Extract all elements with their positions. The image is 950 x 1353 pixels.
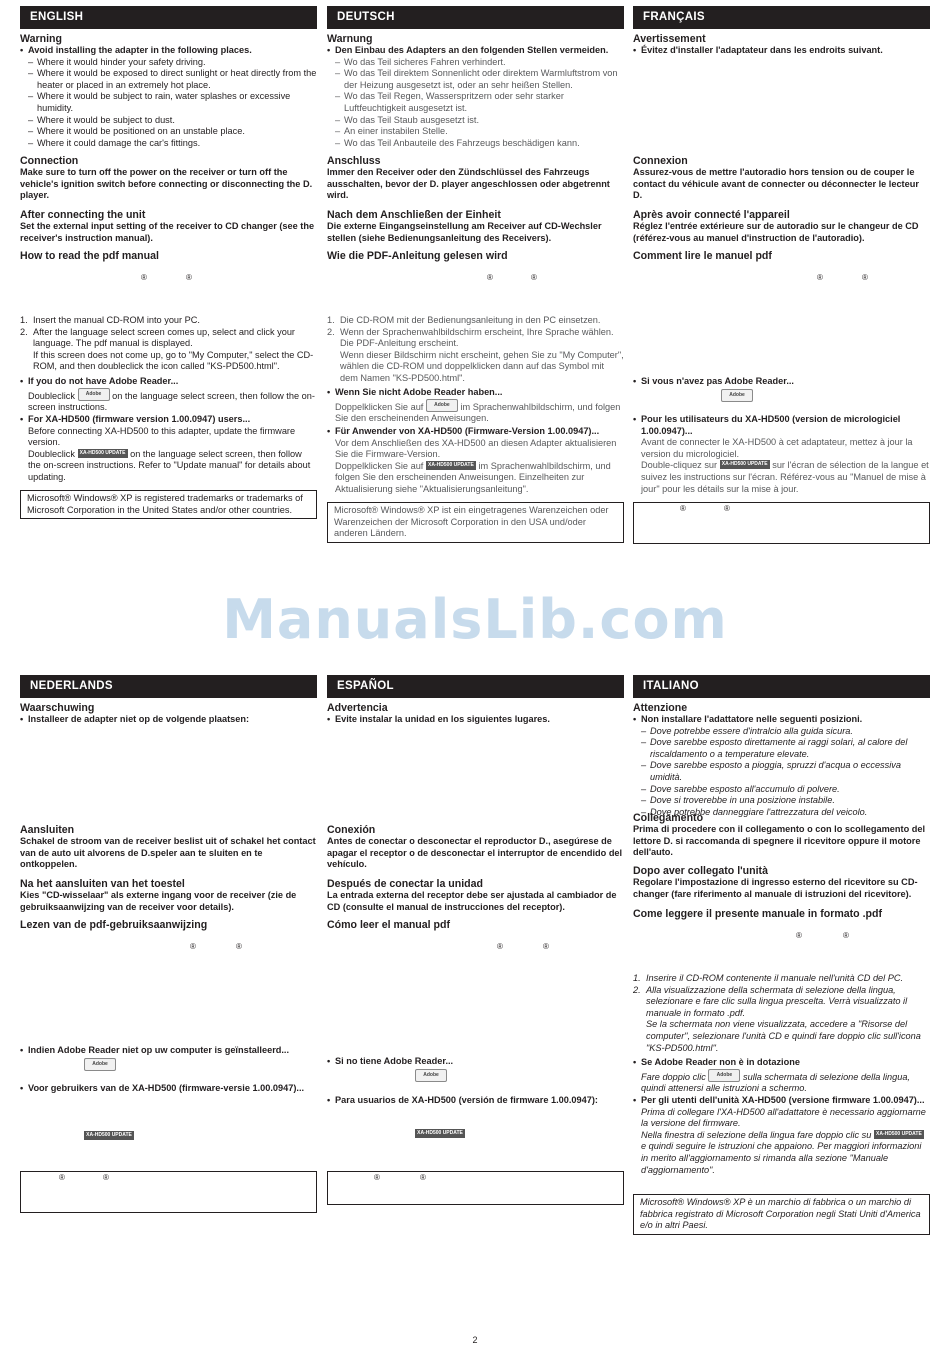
warning-item: – Where it would be subject to rain, water splashes or excessive humidity.	[20, 91, 317, 114]
warning-lead: • Non installare l'adattatore nelle seguenti posizioni.	[633, 714, 930, 726]
after-text: Regolare l'impostazione di ingresso esterno del ricevitore su CD-changer (fare riferimento al manuale di istruzioni del ricevitore).	[633, 877, 918, 899]
steps-english	[20, 315, 317, 373]
firmware-section-english	[20, 414, 317, 484]
after-section-deutsch	[327, 209, 624, 244]
warning-section-deutsch	[327, 33, 624, 149]
after-title: After connecting the unit	[20, 209, 146, 221]
after-title: Dopo aver collegato l'unità	[633, 865, 768, 877]
connection-text: Schakel de stroom van de receiver beslist uit of schakel het contact van de auto uit alvorens de D.speler aan te sluiten en te ontkoppelen.	[20, 836, 316, 870]
registered-mark: ®	[843, 931, 849, 940]
language-header-espanol: ESPAÑOL	[327, 675, 624, 698]
registered-mark: ®	[236, 942, 242, 951]
firmware-section-italiano	[633, 1095, 930, 1176]
connection-section-francais	[633, 155, 930, 202]
connection-section-nederlands	[20, 824, 317, 871]
registered-mark: ®	[796, 931, 802, 940]
warning-item: – Wo das Teil Staub ausgesetzt ist.	[327, 115, 624, 127]
registered-mark: ®	[374, 1173, 380, 1182]
adobe-reader-icon[interactable]: Adobe	[84, 1058, 116, 1071]
registered-mark: ®	[59, 1173, 65, 1182]
noreader-section-italiano	[633, 1057, 930, 1095]
firmware-steps: Double-cliquez sur XA-HD500 UPDATE sur l'écran de sélection de la langue et suivez les instructions sur l'écran. Référez-vous au "Manuel de mise à jour" pour les détails sur la mise à jour.	[641, 460, 929, 494]
firmware-section-deutsch	[327, 426, 624, 496]
connection-text: Immer den Receiver oder den Zündschlüssel des Fahrzeugs ausschalten, bevor der D. player angeschlossen oder abgetrennt wird.	[327, 167, 610, 201]
registered-mark: ®	[817, 273, 823, 282]
update-icon[interactable]: XA-HD500 UPDATE	[415, 1129, 465, 1138]
connection-title: Conexión	[327, 824, 376, 836]
registered-mark: ®	[543, 942, 549, 951]
update-icon[interactable]: XA-HD500 UPDATE	[84, 1131, 134, 1140]
warning-item: – Wo das Teil sicheres Fahren verhindert.	[327, 57, 624, 69]
warning-section-espanol	[327, 702, 624, 726]
after-text: Set the external input setting of the receiver to CD changer (see the receiver's instruction manual).	[20, 221, 315, 243]
step-item: 1. Inserire il CD-ROM contenente il manuale nell'unità CD del PC.	[633, 973, 904, 983]
registered-mark: ®	[497, 942, 503, 951]
connection-section-italiano	[633, 812, 930, 859]
howto-title: Wie die PDF-Anleitung gelesen wird	[327, 250, 508, 262]
noreader-text: Doppelklicken Sie auf Adobe im Sprachenwahlbildschirm, und folgen Sie den erscheinenden Anweisungen.	[327, 399, 624, 425]
warning-title: Waarschuwing	[20, 702, 95, 714]
after-section-espanol	[327, 878, 624, 913]
firmware-steps: Doubleclick XA-HD500 UPDATE on the language select screen, then follow the on-screen instructions. Refer to "Update manual" for details about updating.	[28, 448, 311, 482]
howto-section-english	[20, 250, 317, 262]
firmware-text: Prima di collegare l'XA-HD500 all'adattatore è necessario aggiornarne la versione del firmware.	[641, 1106, 926, 1129]
trademark-box-italiano: Microsoft® Windows® XP è un marchio di fabbrica o un marchio di fabbrica registrato di Microsoft Corporation negli Stati Uniti d'America e/o in altri Paesi.	[633, 1194, 930, 1235]
firmware-title: • Per gli utenti dell'unità XA-HD500 (versione firmware 1.00.0947)...	[633, 1095, 930, 1107]
warning-item: – Where it would hinder your safety driving.	[20, 57, 317, 69]
howto-section-nederlands	[20, 919, 317, 931]
warning-lead: • Avoid installing the adapter in the following places.	[20, 45, 317, 57]
noreader-text: Fare doppio clic Adobe sulla schermata di selezione della lingua, quindi attenersi alle istruzioni a schermo.	[633, 1069, 930, 1095]
noreader-title: • Se Adobe Reader non è in dotazione	[633, 1057, 930, 1069]
warning-section-nederlands	[20, 702, 317, 726]
step-item: 1. Insert the manual CD-ROM into your PC.	[20, 315, 200, 325]
warning-section-italiano	[633, 702, 930, 818]
noreader-title: • If you do not have Adobe Reader...	[20, 376, 317, 388]
howto-title: Lezen van de pdf-gebruiksaanwijzing	[20, 919, 208, 931]
adobe-reader-icon[interactable]: Adobe	[415, 1069, 447, 1082]
adobe-reader-icon[interactable]: Adobe	[721, 389, 753, 402]
language-header-italiano: ITALIANO	[633, 675, 930, 698]
firmware-steps: Doppelklicken Sie auf XA-HD500 UPDATE im Sprachenwahlbildschirm, und folgen Sie den erscheinenden Anweisungen. Einzelheiten zur Aktualisierung siehe "Aktualisierungsanleitung".	[335, 460, 611, 494]
trademark-box-espanol	[327, 1171, 624, 1205]
registered-mark: ®	[680, 504, 686, 513]
steps-italiano	[633, 973, 930, 1054]
warning-item: – Wo das Teil direktem Sonnenlicht oder direktem Warmluftstrom von der Heizung ausgesetzt ist, oder an sehr heißen Stellen.	[327, 68, 624, 91]
noreader-title: • Wenn Sie nicht Adobe Reader haben...	[327, 387, 624, 399]
adobe-reader-icon[interactable]: Adobe	[78, 388, 110, 401]
step-note: Se la schermata non viene visualizzata, accedere a "Risorse del computer", selezionare l'unità CD e quindi fare doppio clic sull'icona "KS-PD500.html".	[646, 1019, 921, 1053]
warning-item: – Where it could damage the car's fittings.	[20, 138, 317, 150]
warning-item: – Where it would be exposed to direct sunlight or heat directly from the heater or placed in an extremely hot place.	[20, 68, 317, 91]
noreader-section-english	[20, 376, 317, 414]
noreader-section-francais	[633, 376, 930, 388]
after-title: Nach dem Anschließen der Einheit	[327, 209, 501, 221]
step-item: 2. After the language select screen comes up, select and click your language. The pdf manual is displayed.	[20, 326, 295, 349]
registered-mark: ®	[141, 273, 147, 282]
warning-item: – Where it would be subject to dust.	[20, 115, 317, 127]
after-section-nederlands	[20, 878, 317, 913]
after-section-english	[20, 209, 317, 244]
connection-text: Prima di procedere con il collegamento o con lo scollegamento del lettore D. si raccomanda di spegnere il ricevitore oppure il motore dell'auto.	[633, 824, 926, 858]
registered-mark: ®	[724, 504, 730, 513]
firmware-text: Vor dem Anschließen des XA-HD500 an diesen Adapter aktualisieren Sie die Firmware-Version.	[335, 437, 617, 460]
warning-item: – Where it would be positioned on an unstable place.	[20, 126, 317, 138]
howto-section-deutsch	[327, 250, 624, 262]
registered-mark: ®	[103, 1173, 109, 1182]
connection-title: Connexion	[633, 155, 688, 167]
firmware-section-francais	[633, 414, 930, 495]
step-item: 2. Alla visualizzazione della schermata di selezione della lingua, selezionare e fare clic sulla lingua prescelta. Verrà visualizzato il manuale in formato .pdf.	[633, 984, 908, 1018]
adobe-reader-icon[interactable]: Adobe	[426, 399, 458, 412]
registered-mark: ®	[487, 273, 493, 282]
howto-section-francais	[633, 250, 930, 262]
warning-title: Warning	[20, 33, 62, 45]
noreader-text: Doubleclick Adobe on the language select screen, then follow the on-screen instructions.	[20, 388, 317, 414]
after-text: La entrada externa del receptor debe ser ajustada al cambiador de CD (consulte el manual de instrucciones del receptor).	[327, 890, 617, 912]
warning-section-francais	[633, 33, 930, 57]
after-text: Réglez l'entrée extérieure sur de autoradio sur le changeur de CD (référez-vous au manuel d'instruction de l'autoradio).	[633, 221, 919, 243]
language-header-nederlands: NEDERLANDS	[20, 675, 317, 698]
adobe-reader-icon[interactable]: Adobe	[708, 1069, 740, 1082]
warning-lead: • Évitez d'installer l'adaptateur dans les endroits suivant.	[633, 45, 930, 57]
trademark-box-nederlands	[20, 1171, 317, 1213]
steps-deutsch	[327, 315, 624, 385]
firmware-steps: Nella finestra di selezione della lingua fare doppio clic su XA-HD500 UPDATE e quindi seguire le istruzioni che appaiono. Per maggiori informazioni in merito all'aggiornamento si rimanda alla sezione "Manuale d'aggiornamento".	[633, 1130, 930, 1176]
firmware-title: • Für Anwender von XA-HD500 (Firmware-Version 1.00.0947)...	[327, 426, 624, 438]
warning-item: – Wo das Teil Regen, Wasserspritzern oder sehr starker Luftfeuchtigkeit ausgesetzt ist.	[327, 91, 624, 114]
connection-section-english	[20, 155, 317, 202]
watermark: ManualsLib.com	[222, 588, 728, 651]
connection-title: Aansluiten	[20, 824, 75, 836]
registered-mark: ®	[531, 273, 537, 282]
firmware-title: • Voor gebruikers van de XA-HD500 (firmware-versie 1.00.0947)...	[20, 1083, 317, 1095]
firmware-section-espanol	[327, 1095, 624, 1107]
firmware-title: • Para usuarios de XA-HD500 (versión de firmware 1.00.0947):	[327, 1095, 624, 1107]
after-section-francais	[633, 209, 930, 244]
warning-item: – Dove potrebbe danneggiare l'attrezzatura del veicolo.	[633, 807, 930, 819]
column-deutsch	[327, 6, 624, 546]
howto-section-espanol	[327, 919, 624, 931]
column-english	[20, 6, 317, 526]
connection-text: Antes de conectar o desconectar el reproductor D., asegúrese de apagar el receptor o de desconectar el interruptor de encendido del vehículo.	[327, 836, 623, 870]
firmware-text: Before connecting XA-HD500 to this adapter, update the firmware version.	[28, 425, 296, 448]
firmware-title: • For XA-HD500 (firmware version 1.00.0947) users...	[20, 414, 317, 426]
update-icon[interactable]: XA-HD500 UPDATE	[720, 460, 770, 469]
warning-title: Warnung	[327, 33, 373, 45]
step-item: 2. Wenn der Sprachenwahlbildschirm erscheint, Ihre Sprache wählen. Die PDF-Anleitung erscheint.	[327, 326, 614, 349]
howto-title: How to read the pdf manual	[20, 250, 159, 262]
after-title: Après avoir connecté l'appareil	[633, 209, 790, 221]
noreader-section-espanol	[327, 1056, 624, 1068]
after-title: Después de conectar la unidad	[327, 878, 484, 890]
warning-lead: • Evite instalar la unidad en los siguientes lugares.	[327, 714, 624, 726]
warning-item: – Dove sarebbe esposto direttamente ai raggi solari, al calore del riscaldamento o a temperature elevate.	[633, 737, 930, 760]
warning-section-english	[20, 33, 317, 149]
warning-item: – Wo das Teil Anbauteile des Fahrzeugs beschädigen kann.	[327, 138, 624, 150]
howto-title: Come leggere il presente manuale in formato .pdf	[633, 908, 883, 920]
trademark-box-deutsch: Microsoft® Windows® XP ist ein eingetragenes Warenzeichen oder Warenzeichen der Microsoft Corporation in den USA und/oder anderen Ländern.	[327, 502, 624, 543]
update-icon[interactable]: XA-HD500 UPDATE	[78, 449, 128, 458]
registered-mark: ®	[862, 273, 868, 282]
noreader-section-deutsch	[327, 387, 624, 425]
update-icon[interactable]: XA-HD500 UPDATE	[874, 1130, 924, 1139]
warning-title: Advertencia	[327, 702, 388, 714]
firmware-section-nederlands	[20, 1083, 317, 1095]
registered-mark: ®	[186, 273, 192, 282]
noreader-title: • Si no tiene Adobe Reader...	[327, 1056, 624, 1068]
warning-item: – An einer instabilen Stelle.	[327, 126, 624, 138]
connection-section-deutsch	[327, 155, 624, 202]
step-note: If this screen does not come up, go to "My Computer," select the CD-ROM, and then doubleclick the icon called "KS-PD500.html".	[33, 349, 314, 372]
trademark-box-english: Microsoft® Windows® XP is registered trademarks or trademarks of Microsoft Corporation in the United States and/or other countries.	[20, 490, 317, 519]
connection-title: Collegamento	[633, 812, 704, 824]
noreader-title: • Indien Adobe Reader niet op uw computer is geïnstalleerd...	[20, 1045, 317, 1057]
howto-title: Cómo leer el manual pdf	[327, 919, 451, 931]
warning-item: – Dove sarebbe esposto a pioggia, spruzzi d'acqua o eccessiva umidità.	[633, 760, 930, 783]
connection-section-espanol	[327, 824, 624, 871]
step-item: 1. Die CD-ROM mit der Bedienungsanleitung in den PC einsetzen.	[327, 315, 601, 325]
column-espanol	[327, 675, 624, 1215]
after-text: Die externe Eingangseinstellung am Receiver auf CD-Wechsler stellen (siehe Bedienungsanleitung des Receivers).	[327, 221, 602, 243]
registered-mark: ®	[190, 942, 196, 951]
step-note: Wenn dieser Bildschirm nicht erscheint, gehen Sie zu "My Computer", wählen die CD-ROM und doppelklicken dann auf das Symbol mit dem Namen "KS-PD500.html".	[340, 349, 624, 383]
after-section-italiano	[633, 865, 930, 900]
connection-text: Make sure to turn off the power on the receiver or turn off the vehicle's ignition switch before connecting or disconnecting the D. player.	[20, 167, 313, 201]
language-header-francais: FRANÇAIS	[633, 6, 930, 29]
firmware-text: Avant de connecter le XA-HD500 à cet adaptateur, mettez à jour la version du micrologiciel.	[641, 437, 913, 459]
warning-title: Avertissement	[633, 33, 706, 45]
connection-title: Anschluss	[327, 155, 381, 167]
howto-section-italiano	[633, 908, 930, 920]
language-header-deutsch: DEUTSCH	[327, 6, 624, 29]
warning-lead: • Den Einbau des Adapters an den folgenden Stellen vermeiden.	[327, 45, 624, 57]
connection-text: Assurez-vous de mettre l'autoradio hors tension ou de couper le contact du véhicule avant de connecter ou déconnecter le lecteur D.	[633, 167, 919, 201]
column-italiano	[633, 675, 930, 1245]
trademark-box-francais	[633, 502, 930, 544]
page-number: 2	[472, 1335, 478, 1345]
after-title: Na het aansluiten van het toestel	[20, 878, 185, 890]
warning-item: – Dove sarebbe esposto all'accumulo di polvere.	[633, 784, 930, 796]
column-nederlands	[20, 675, 317, 1215]
warning-title: Attenzione	[633, 702, 688, 714]
noreader-section-nederlands	[20, 1045, 317, 1057]
howto-title: Comment lire le manuel pdf	[633, 250, 772, 262]
after-text: Kies "CD-wisselaar" als externe ingang voor de receiver (zie de gebruiksaanwijzing van de receiver voor details).	[20, 890, 297, 912]
column-francais	[633, 6, 930, 546]
firmware-title: • Pour les utilisateurs du XA-HD500 (version de micrologiciel 1.00.0947)...	[633, 414, 930, 437]
connection-title: Connection	[20, 155, 79, 167]
update-icon[interactable]: XA-HD500 UPDATE	[426, 461, 476, 470]
language-header-english: ENGLISH	[20, 6, 317, 29]
warning-item: – Dove si troverebbe in una posizione instabile.	[633, 795, 930, 807]
warning-item: – Dove potrebbe essere d'intralcio alla guida sicura.	[633, 726, 930, 738]
noreader-title: • Si vous n'avez pas Adobe Reader...	[633, 376, 930, 388]
registered-mark: ®	[420, 1173, 426, 1182]
warning-lead: • Installeer de adapter niet op de volgende plaatsen:	[20, 714, 317, 726]
